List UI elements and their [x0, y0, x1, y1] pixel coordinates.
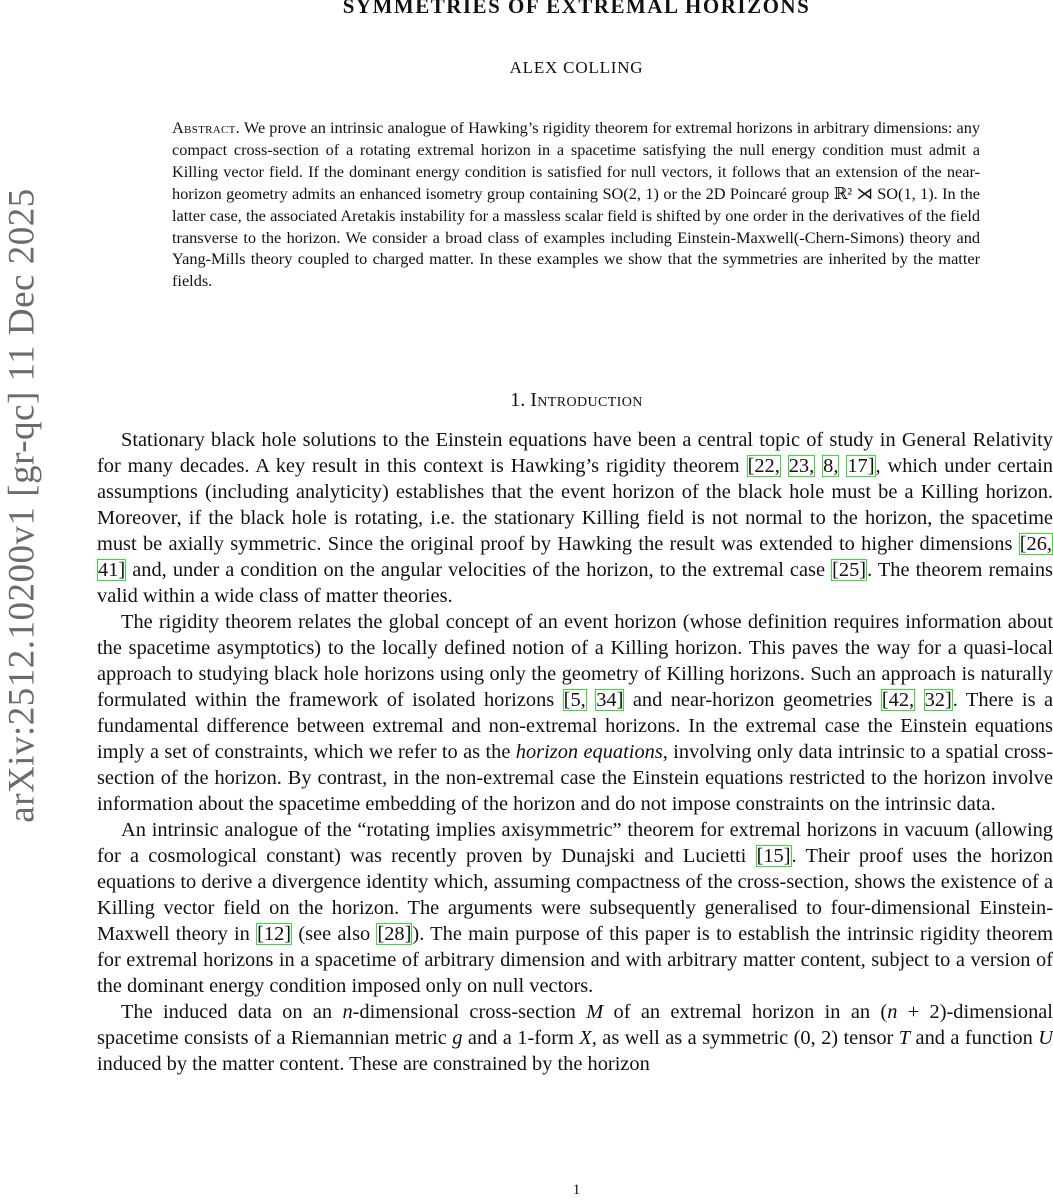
- section-heading: [0, 389, 1053, 412]
- arxiv-identifier-stamp: [0, 155, 44, 855]
- math-symbol: T: [898, 1027, 911, 1049]
- citation-link[interactable]: 17]: [847, 455, 875, 477]
- paragraph-text: ). The main purpose of this paper is to establish the intrinsic rigidity theorem for extremal horizons in a spacetime of arbitrary dimension and with arbitrary matter content, subject to a version of the dominant energy condition imposed only on null vectors.: [97, 923, 1053, 997]
- math-symbol: n: [887, 1001, 898, 1023]
- citation-link[interactable]: [5,: [563, 689, 586, 711]
- emphasis-term: horizon equations: [515, 741, 663, 763]
- abstract-label: Abstract.: [172, 118, 241, 137]
- citation-link[interactable]: 8,: [823, 455, 839, 477]
- paragraph-text: induced by the matter content. These are constrained by the horizon: [97, 1053, 650, 1075]
- section-number: 1.: [510, 389, 526, 411]
- paragraph-text: , as well as a symmetric (0, 2) tensor: [591, 1027, 899, 1049]
- paragraph-text: . The theorem remains valid within a wide class of matter theories.: [97, 559, 1053, 607]
- paragraph-text: (see also: [292, 923, 377, 945]
- citation-link[interactable]: [22,: [747, 455, 780, 477]
- abstract-text: We prove an intrinsic analogue of Hawking’s rigidity theorem for extremal horizons in arbitrary dimensions: any compact cross-section of a rotating extremal horizon in a spacetime satisfying the null energy condition must admit a Killing vector field. If the dominant energy condition is satisfied for null vectors, it follows that an extension of the near-horizon geometry admits an enhanced isometry group containing SO(2, 1) or the 2D Poincaré group ℝ² ⋊ SO(1, 1). In the latter case, the associated Aretakis instability for a massless scalar field is shifted by one order in the derivatives of the field transverse to the horizon. We consider a broad class of examples including Einstein-Maxwell(-Chern-Simons) theory and Yang-Mills theory coupled to charged matter. In these examples we show that the symmetries are inherited by the matter fields.: [172, 118, 980, 291]
- paragraph-text: . There is a fundamental difference between extremal and non-extremal horizons. In the extremal case the Einstein equations imply a set of constraints, which we refer to as the: [97, 689, 1053, 763]
- paragraph-text: and a function: [910, 1027, 1039, 1049]
- paragraph-text: and, under a condition on the angular velocities of the horizon, to the extremal case: [126, 559, 832, 581]
- paper-author: ALEX COLLING: [509, 58, 644, 77]
- page-number: 1: [572, 1182, 581, 1198]
- math-symbol: n: [342, 1001, 353, 1023]
- paragraph-4: [97, 999, 1053, 1077]
- citation-link[interactable]: [26,: [1019, 533, 1052, 555]
- citation-link[interactable]: [42,: [881, 689, 915, 711]
- paragraph-text: The rigidity theorem relates the global concept of an event horizon (whose definition requires information about the spacetime asymptotics) to the locally defined notion of a Killing horizon. This paves the way for a quasi-local approach to studying black hole horizons using only the geometry of Killing horizons. Such an approach is naturally formulated within the framework of isolated horizons: [97, 611, 1053, 711]
- paragraph-text: , involving only data intrinsic to a spatial cross-section of the horizon. By contrast, in the non-extremal case the Einstein equations restricted to the horizon involve information about the spacetime embedding of the horizon and do not impose constraints on the intrinsic data.: [97, 741, 1053, 815]
- paragraph-text: The induced data on an: [121, 1001, 343, 1023]
- math-symbol: U: [1038, 1027, 1053, 1049]
- paragraph-text: and a 1-form: [462, 1027, 580, 1049]
- paragraph-text: and near-horizon geometries: [624, 689, 881, 711]
- citation-link[interactable]: 32]: [924, 689, 952, 711]
- citation-link[interactable]: 23,: [788, 455, 815, 477]
- section-title: Introduction: [530, 389, 643, 411]
- paragraph-text: of an extremal horizon in an (: [603, 1001, 888, 1023]
- paragraph-3: [97, 817, 1053, 999]
- citation-link[interactable]: [25]: [832, 559, 867, 581]
- paragraph-text: An intrinsic analogue of the “rotating implies axisymmetric” theorem for extremal horizons in vacuum (allowing for a cosmological constant) was recently proven by Dunajski and Lucietti: [97, 819, 1053, 867]
- paragraph-text: , which under certain assumptions (including analyticity) establishes that the event horizon of the black hole must be a Killing horizon. Moreover, if the black hole is rotating, i.e. the stationary Killing field is not normal to the horizon, the spacetime must be axially symmetric. Since the original proof by Hawking the result was extended to higher dimensions: [97, 455, 1053, 555]
- paragraph-text: + 2)-dimensional spacetime consists of a Riemannian metric: [97, 1001, 1053, 1049]
- paragraph-2: [97, 609, 1053, 817]
- paragraph-text: -dimensional cross-section: [352, 1001, 587, 1023]
- section-body: [97, 427, 1053, 1077]
- citation-link[interactable]: 41]: [98, 559, 126, 581]
- abstract: [172, 117, 980, 292]
- citation-link[interactable]: [12]: [257, 923, 292, 945]
- paragraph-text: . Their proof uses the horizon equations to derive a divergence identity which, assuming compactness of the cross-section, shows the existence of a Killing vector field on the horizon. The arguments were subsequently generalised to four-dimensional Einstein-Maxwell theory in: [97, 845, 1053, 945]
- paper-title: SYMMETRIES OF EXTREMAL HORIZONS: [342, 0, 811, 18]
- citation-link[interactable]: [15]: [756, 845, 791, 867]
- paragraph-1: [97, 427, 1053, 609]
- math-symbol: X: [579, 1027, 592, 1049]
- citation-link[interactable]: [28]: [377, 923, 412, 945]
- arxiv-identifier-text: arXiv:2512.10200v1 [gr-qc] 11 Dec 2025: [1, 187, 43, 823]
- citation-link[interactable]: 34]: [596, 689, 624, 711]
- math-symbol: g: [452, 1027, 463, 1049]
- math-symbol: M: [586, 1001, 604, 1023]
- paragraph-text: Stationary black hole solutions to the Einstein equations have been a central topic of study in General Relativity for many decades. A key result in this context is Hawking’s rigidity theorem: [97, 429, 1053, 477]
